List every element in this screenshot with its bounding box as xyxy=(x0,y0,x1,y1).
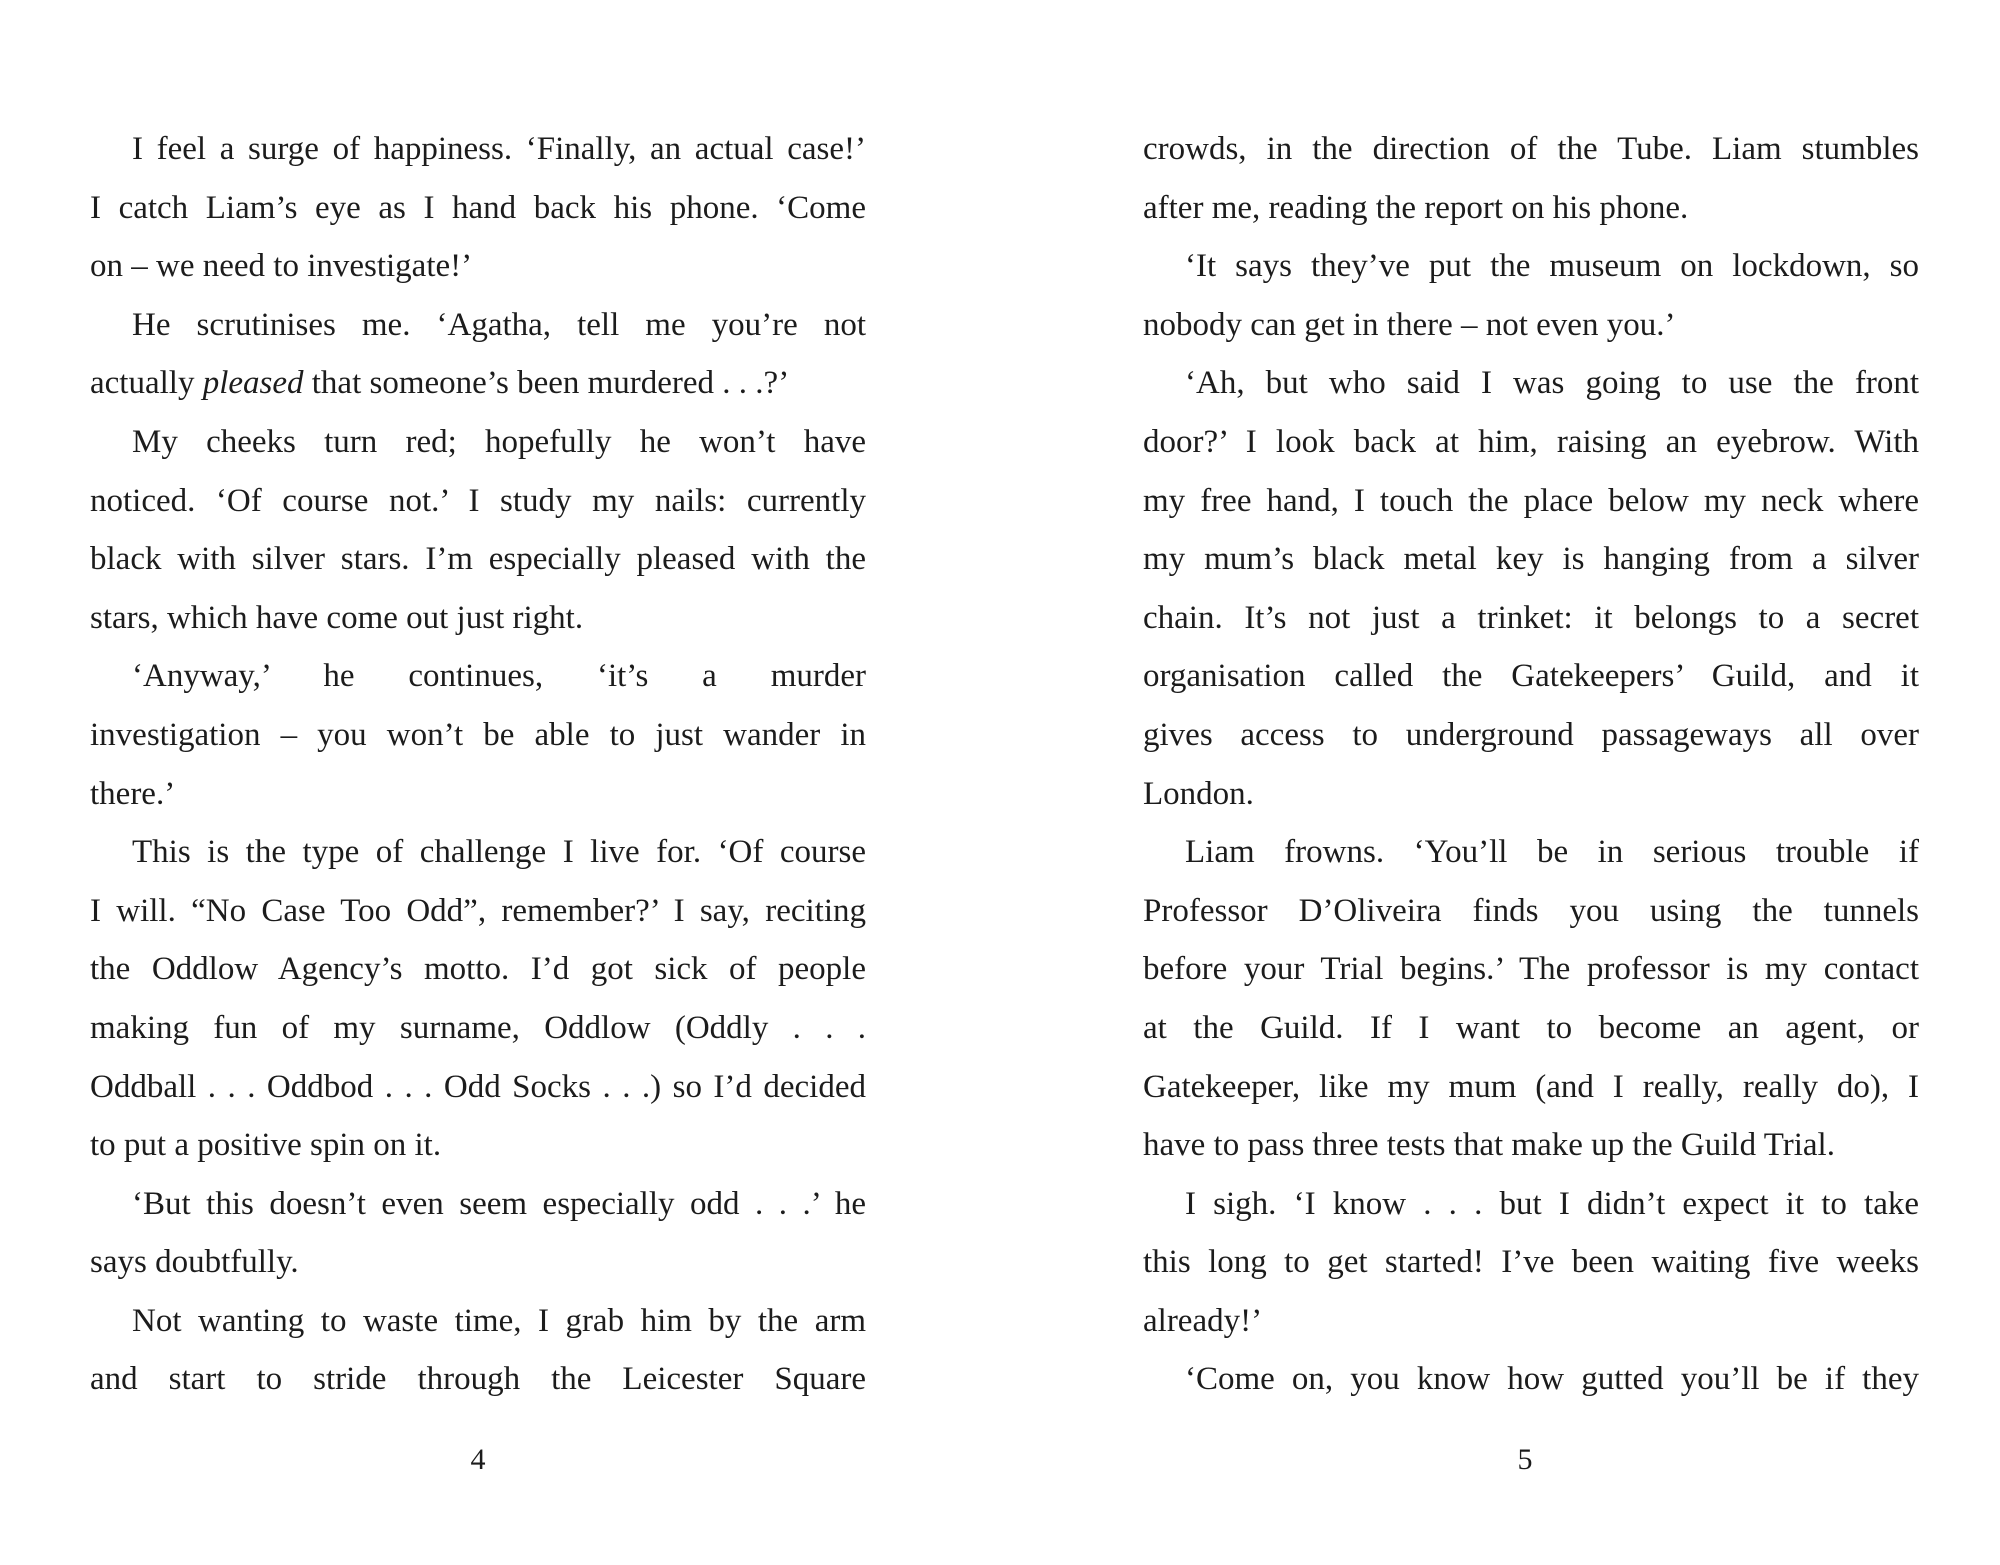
text-line: ‘Anyway,’ he continues, ‘it’s a murder xyxy=(132,658,866,695)
text-line: organisation called the Gatekeepers’ Guild, and it xyxy=(1143,658,1919,695)
text-line: Oddball . . . Oddbod . . . Odd Socks . . .) so I’d decided xyxy=(90,1068,866,1105)
text-line: This is the type of challenge I live for. ‘Of course xyxy=(132,834,866,871)
text-line: after me, reading the report on his phone. xyxy=(1143,189,1689,226)
text-line: there.’ xyxy=(90,775,176,812)
text-line: already!’ xyxy=(1143,1302,1263,1339)
text-line: to put a positive spin on it. xyxy=(90,1127,442,1164)
right-page xyxy=(1000,0,2000,1565)
text-line: the Oddlow Agency’s motto. I’d got sick of people xyxy=(90,951,866,988)
text-line: investigation – you won’t be able to just wander in xyxy=(90,716,866,753)
page-number: 4 xyxy=(470,1443,486,1476)
text-line: ‘Ah, but who said I was going to use the front xyxy=(1185,365,1919,402)
text-line: this long to get started! I’ve been waiting five weeks xyxy=(1143,1244,1919,1281)
text-line: says doubtfully. xyxy=(90,1244,299,1281)
text-line: chain. It’s not just a trinket: it belongs to a secret xyxy=(1143,599,1919,636)
text-line: Not wanting to waste time, I grab him by the arm xyxy=(132,1302,866,1339)
right-page-body xyxy=(1143,120,1919,1409)
text-line: Professor D’Oliveira finds you using the tunnels xyxy=(1143,892,1919,929)
text-line: I sigh. ‘I know . . . but I didn’t expect it to take xyxy=(1185,1185,1919,1222)
text-line: before your Trial begins.’ The professor is my contact xyxy=(1143,951,1919,988)
text-line: noticed. ‘Of course not.’ I study my nails: currently xyxy=(90,482,866,519)
text-line: Liam frowns. ‘You’ll be in serious trouble if xyxy=(1185,834,1919,871)
text-line: my mum’s black metal key is hanging from a silver xyxy=(1143,541,1919,578)
text-line: ‘It says they’ve put the museum on lockdown, so xyxy=(1185,248,1919,285)
text-line: ‘But this doesn’t even seem especially odd . . .’ he xyxy=(132,1185,866,1222)
text-line: at the Guild. If I want to become an agent, or xyxy=(1143,1009,1919,1046)
text-line: I will. “No Case Too Odd”, remember?’ I say, reciting xyxy=(90,892,866,929)
text-line: I feel a surge of happiness. ‘Finally, an actual case!’ xyxy=(132,131,866,167)
text-line: actually pleased that someone’s been murdered . . .?’ xyxy=(90,365,790,402)
text-line: crowds, in the direction of the Tube. Liam stumbles xyxy=(1143,131,1919,167)
text-line: gives access to underground passageways all over xyxy=(1143,716,1919,753)
left-page-body xyxy=(90,120,866,1409)
text-line: stars, which have come out just right. xyxy=(90,599,584,636)
text-line: making fun of my surname, Oddlow (Oddly . . . xyxy=(90,1009,866,1046)
text-line: London. xyxy=(1143,775,1254,812)
text-line: have to pass three tests that make up the Guild Trial. xyxy=(1143,1127,1835,1164)
emphasis: pleased xyxy=(202,365,304,402)
text-line: My cheeks turn red; hopefully he won’t have xyxy=(132,423,866,460)
text-line: my free hand, I touch the place below my neck where xyxy=(1143,482,1919,519)
page-number: 5 xyxy=(1517,1443,1533,1476)
text-line: He scrutinises me. ‘Agatha, tell me you’re not xyxy=(132,306,866,343)
text-line: Gatekeeper, like my mum (and I really, really do), I xyxy=(1143,1068,1919,1105)
text-line: black with silver stars. I’m especially pleased with the xyxy=(90,541,866,578)
text-line: nobody can get in there – not even you.’ xyxy=(1143,306,1676,343)
text-line: I catch Liam’s eye as I hand back his phone. ‘Come xyxy=(90,189,866,226)
text-line: ‘Come on, you know how gutted you’ll be if they xyxy=(1185,1361,1919,1398)
text-line: door?’ I look back at him, raising an eyebrow. With xyxy=(1143,423,1919,460)
text-line: and start to stride through the Leicester Square xyxy=(90,1361,866,1398)
text-line: on – we need to investigate!’ xyxy=(90,248,473,285)
